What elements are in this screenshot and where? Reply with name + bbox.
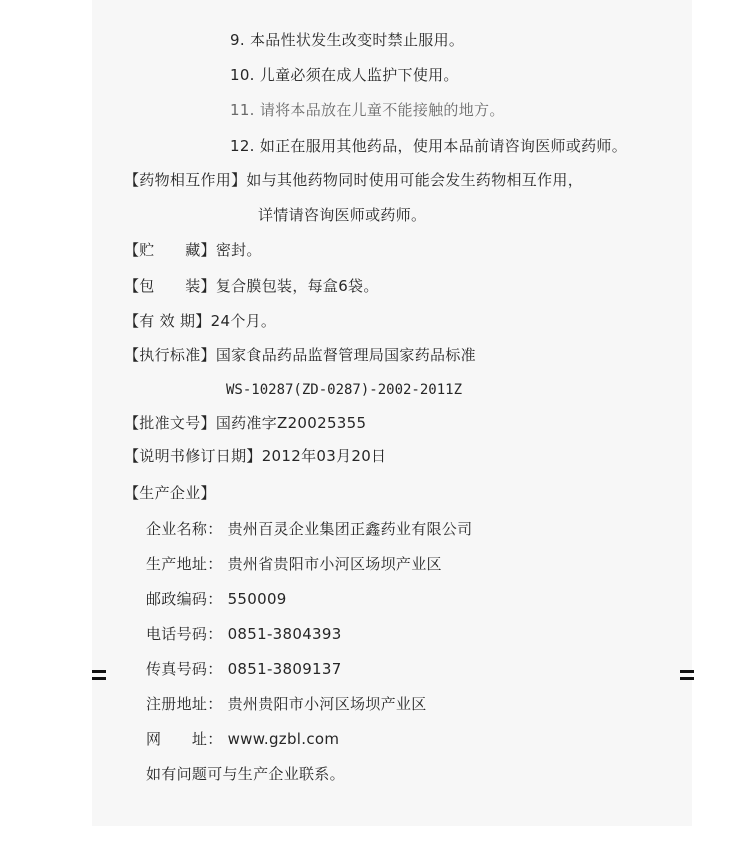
company-name-label: 企业名称：: [146, 520, 223, 538]
website-label: 网 址：: [146, 730, 223, 748]
revision-label: 【说明书修订日期】: [124, 447, 262, 465]
precaution-item-11: 11. 请将本品放在儿童不能接触的地方。: [230, 101, 505, 119]
contact-note: 如有问题可与生产企业联系。: [146, 765, 345, 783]
revision-row: [124, 446, 386, 466]
approval-label: 【批准文号】: [124, 414, 216, 432]
registered-address-label: 注册地址：: [146, 695, 223, 713]
standard-row: [124, 345, 476, 365]
postal-code-row: [146, 589, 287, 609]
interaction-text-2: 详情请咨询医师或药师。: [258, 206, 427, 224]
interaction-line-1: [124, 170, 583, 190]
package-row: [124, 276, 379, 296]
phone-label: 电话号码：: [146, 625, 223, 643]
phone-value: 0851-3804393: [227, 625, 342, 643]
left-margin-mark: [92, 670, 106, 680]
precaution-item-12: 12. 如正在服用其他药品，使用本品前请咨询医师或药师。: [230, 137, 628, 155]
fax-row: [146, 659, 342, 679]
postal-code-value: 550009: [227, 590, 287, 608]
fax-label: 传真号码：: [146, 660, 223, 678]
approval-value: 国药准字Z20025355: [215, 414, 367, 432]
precaution-item-10: 10. 儿童必须在成人监护下使用。: [230, 66, 459, 84]
storage-value: 密封。: [215, 241, 262, 259]
phone-row: [146, 624, 342, 644]
package-value: 复合膜包装，每盒6袋。: [215, 277, 379, 295]
company-name-row: [146, 519, 472, 539]
validity-label: 【有 效 期】: [124, 312, 211, 330]
registered-address-row: [146, 694, 427, 714]
validity-row: [124, 311, 276, 331]
standard-label: 【执行标准】: [124, 346, 216, 364]
revision-value: 2012年03月20日: [261, 447, 387, 465]
production-address-label: 生产地址：: [146, 555, 223, 573]
company-name-value: 贵州百灵企业集团正鑫药业有限公司: [227, 520, 473, 538]
approval-row: [124, 413, 366, 433]
production-address-row: [146, 554, 442, 574]
right-margin-mark: [680, 670, 694, 680]
standard-value: 国家食品药品监督管理局国家药品标准: [215, 346, 476, 364]
postal-code-label: 邮政编码：: [146, 590, 223, 608]
standard-code: WS-10287(ZD-0287)-2002-2011Z: [226, 382, 463, 398]
manufacturer-label: 【生产企业】: [124, 484, 216, 502]
interaction-text-1: 如与其他药物同时使用可能会发生药物相互作用，: [246, 171, 584, 189]
validity-value: 24个月。: [210, 312, 277, 330]
storage-row: [124, 240, 262, 260]
registered-address-value: 贵州贵阳市小河区场坝产业区: [227, 695, 427, 713]
website-value: www.gzbl.com: [227, 730, 340, 748]
production-address-value: 贵州省贵阳市小河区场坝产业区: [227, 555, 442, 573]
interaction-label: 【药物相互作用】: [124, 171, 247, 189]
website-row: [146, 729, 339, 749]
storage-label: 【贮 藏】: [124, 241, 216, 259]
package-label: 【包 装】: [124, 277, 216, 295]
fax-value: 0851-3809137: [227, 660, 342, 678]
precaution-item-9: 9. 本品性状发生改变时禁止服用。: [230, 31, 465, 49]
